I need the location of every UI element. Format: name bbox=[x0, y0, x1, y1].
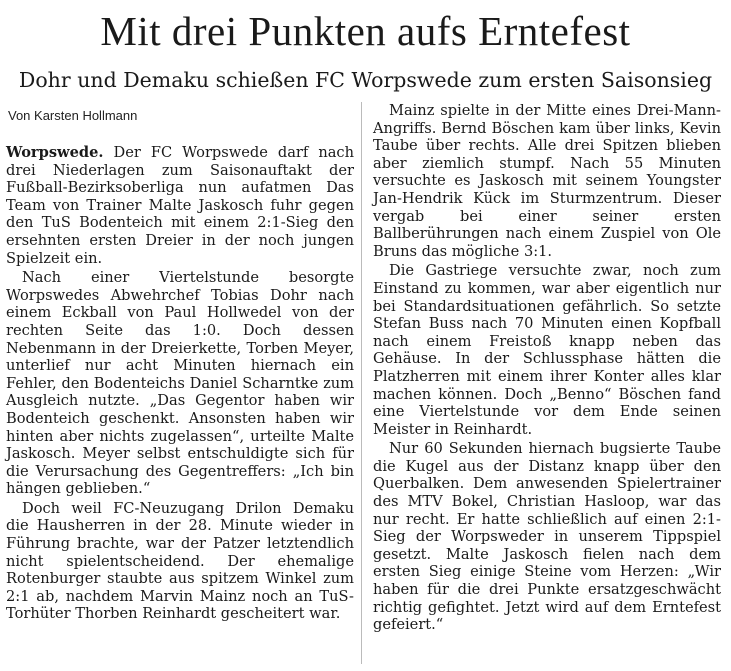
body-paragraph: Doch weil FC-Neuzugang Drilon Demaku die Hausherren in der 28. Minute wieder in Führung brachte, war der Patzer letztendlich nicht spielentscheidend. Der ehemalige Rotenburger staubte aus spitzem Winkel zum 2:1 ab, nachdem Marvin Mainz noch an TuS-Torhüter Thorben Reinhardt gescheitert war. bbox=[6, 499, 354, 623]
body-paragraph: Nur 60 Sekunden hiernach bugsierte Taube die Kugel aus der Distanz knapp über den Querbalken. Dem anwesenden Spielertrainer des MTV Bokel, Christian Hasloop, war das nur recht. Er hatte schließlich auf einen 2:1-Sieg der Worpsweder in unserem Tippspiel gesetzt. Malte Jaskosch fielen nach dem ersten Sieg einige Steine vom Herzen: „Wir haben für die drei Punkte ersatzgeschwächt richtig gefightet. Jetzt wird auf dem Erntefest gefeiert.“ bbox=[373, 440, 721, 634]
article-column-right bbox=[373, 102, 721, 636]
lead-text: Der FC Worpswede darf nach drei Niederlagen zum Saisonauftakt der Fußball-Bezirksoberliga nun aufatmen Das Team von Trainer Malte Jaskosch fuhr gegen den TuS Bodenteich mit einem 2:1-Sieg den ersehnten ersten Dreier in der noch jungen Spielzeit ein. bbox=[6, 144, 355, 267]
subheadline: Dohr und Demaku schießen FC Worpswede zum ersten Saisonsieg bbox=[18, 68, 713, 92]
body-paragraph: Mainz spielte in der Mitte eines Drei-Mann-Angriffs. Bernd Böschen kam über links, Kevin Taube über rechts. Alle drei Spitzen blieben aber ziemlich stumpf. Nach 55 Minuten versuchte es Jaskosch mit seinem Youngster Jan-Hendrik Kück im Sturmzentrum. Dieser vergab bei einer seiner ersten Ballberührungen nach einem Zuspiel von Ole Bruns das mögliche 3:1. bbox=[373, 102, 721, 260]
body-paragraph: Nach einer Viertelstunde besorgte Worpswedes Abwehrchef Tobias Dohr nach einem Eckball von Paul Hollwedel von der rechten Seite das 1:0. Doch dessen Nebenmann in der Dreierkette, Torben Meyer, unterlief nur acht Minuten hiernach ein Fehler, den Bodenteichs Daniel Scharntke zum Ausgleich nutzte. „Das Gegentor haben wir Bodenteich geschenkt. Ansonsten haben wir hinten aber nichts zugelassen“, urteilte Malte Jaskosch. Meyer selbst entschuldigte sich für die Verursachung des Gegentreffers: „Ich bin hängen geblieben.“ bbox=[6, 269, 354, 498]
lead-paragraph bbox=[6, 144, 354, 267]
article-column-left bbox=[6, 144, 354, 625]
body-paragraph: Die Gastriege versuchte zwar, noch zum Einstand zu kommen, war aber eigentlich nur bei Standardsituationen gefährlich. So setzte Stefan Buss nach 70 Minuten einen Kopfball nach einem Freistoß knapp neben das Gehäuse. In der Schlussphase hätten die Platzherren mit einem ihrer Konter alles klar machen können. Doch „Benno“ Böschen fand eine Viertelstunde vor dem Ende seinen Meister in Reinhardt. bbox=[373, 262, 721, 438]
dateline: Worpswede. bbox=[6, 144, 104, 161]
byline: Von Karsten Hollmann bbox=[8, 108, 138, 123]
headline: Mit drei Punkten aufs Erntefest bbox=[100, 8, 631, 54]
column-divider bbox=[361, 102, 362, 664]
